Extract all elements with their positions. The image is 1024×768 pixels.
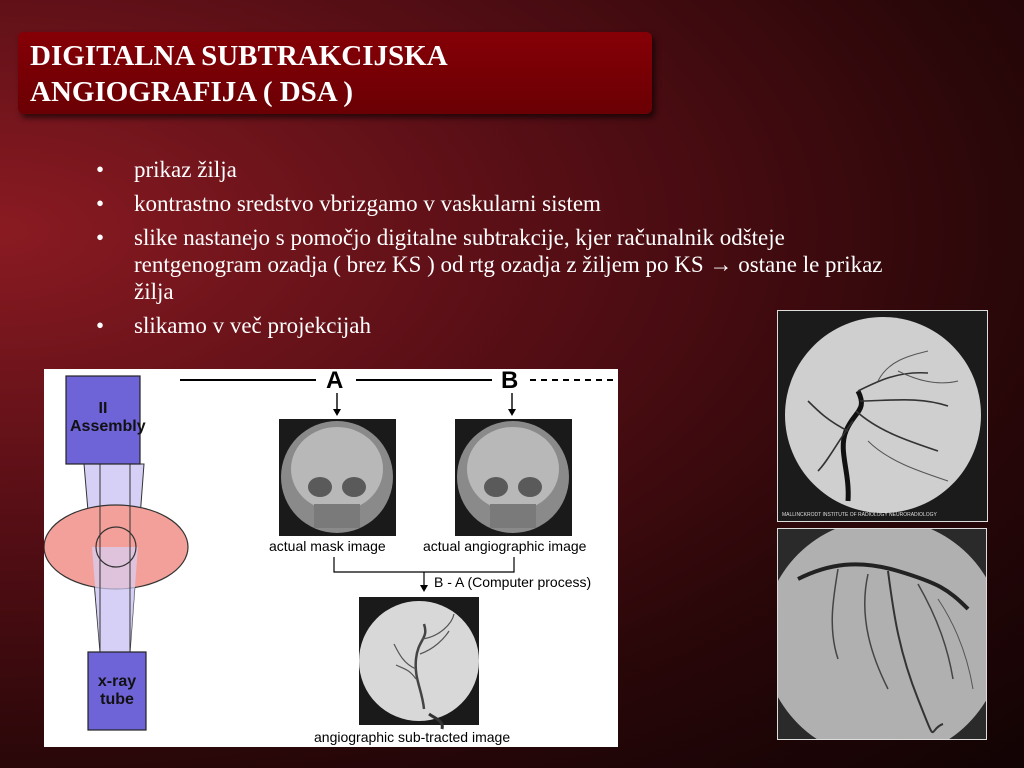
bullet-text: prikaz žilja [134, 157, 237, 182]
angio-image-caption: actual angiographic image [423, 538, 587, 554]
bullet-item [96, 156, 896, 183]
bullet-item [96, 312, 896, 339]
bullet-item [96, 190, 896, 217]
xray-tube-label: x-ray tube [97, 673, 137, 708]
bullet-text: kontrastno sredstvo vbrizgamo v vaskularni sistem [134, 191, 601, 216]
slide-title-line-1: DIGITALNA SUBTRAKCIJSKA [30, 40, 448, 72]
process-caption: B - A (Computer process) [434, 574, 592, 590]
bullet-dot: • [96, 191, 105, 216]
label-a: A [326, 369, 344, 394]
bullet-list [96, 156, 896, 346]
subtracted-image-caption: angiographic sub-tracted image [314, 729, 511, 745]
bullet-dot: • [96, 157, 105, 182]
slide-title-box [18, 32, 652, 114]
mask-image-caption: actual mask image [269, 538, 386, 554]
photo-caption: MALLINCKRODT INSTITUTE OF RADIOLOGY NEURORADIOLOGY [782, 512, 937, 518]
bullet-text: slike nastanejo s pomočjo digitalne subtrakcije, kjer računalnik odšteje rentgenogram ozadja ( brez KS ) od rtg ozadja z žiljem po KS → ostane le prikaz žilja [134, 225, 883, 304]
cerebral-angiogram-photo [777, 310, 988, 522]
cerebral-angiogram-graphic [778, 311, 988, 522]
dsa-diagram [44, 369, 618, 747]
ii-assembly-label: II Assembly [70, 400, 146, 435]
bullet-dot: • [96, 313, 105, 338]
slide-title-line-2: ANGIOGRAFIJA ( DSA ) [30, 76, 354, 108]
bullet-item [96, 224, 886, 305]
coronary-angiogram-graphic [778, 529, 987, 740]
bullet-dot: • [96, 225, 105, 250]
coronary-angiogram-photo [777, 528, 987, 740]
bullet-text: slikamo v več projekcijah [134, 313, 371, 338]
label-b: B [501, 369, 519, 394]
